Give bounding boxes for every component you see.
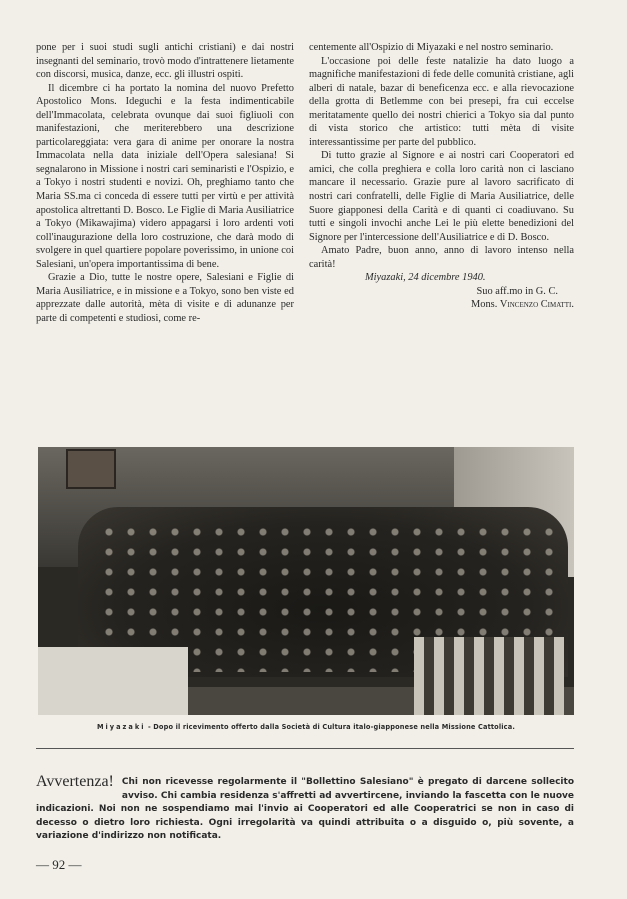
photo-chairs [414,637,564,715]
paragraph: centemente all'Ospizio di Miyazaki e nel nostro seminario. [309,42,554,53]
photo-table [38,647,188,715]
right-text-column [309,41,574,312]
paragraph: L'occasione poi delle feste natalizie ha dato luogo a magnifiche manifestazioni di fede delle comunità cristiane, agli alberi di natale, bazar di beneficenza ecc. e alla rievocazione della grotta di Betlemme con bei presepi, fra cui eccelse meritatamente quello dei nostri chierici a Tokyo sia dal punto di vista storico che artistico: tutti mèta di visite interessantissime per parte del pubblico. [309,55,574,148]
notice-title: Avvertenza! [36,773,114,790]
paragraph: Grazie a Dio, tutte le nostre opere, Salesiani e Figlie di Maria Ausiliatrice, e in missione e a Tokyo, sono ben viste ed apprezzate dalle autorità, mèta di visite e di adunanze per parte di competenti e studiosi, come re- [36,272,294,324]
group-photo [38,447,574,715]
photo-wall-picture [66,449,116,489]
page-number: — 92 — [36,857,82,873]
left-text-column [36,41,294,325]
paragraph: Amato Padre, buon anno, anno di lavoro intenso nella carità! [309,245,574,270]
caption-place: Miyazaki [96,723,146,731]
dateline: Miyazaki, 24 dicembre 1940. [365,272,486,284]
paragraph: Di tutto grazie al Signore e ai nostri cari Cooperatori ed amici, che colla preghiera e colla loro carità non ci lasciano mancare il necessario. Grazie pure al lavoro sacrificato di nostri cari confratelli, delle Figlie di Maria Ausiliatrice, delle Suore giapponesi della Carità e di quanti ci coadiuvano. Su tutti e singoli invochi anche Lei le più elette benedizioni del Signore per l'intercessione dell'Ausiliatrice e di D. Bosco. [309,150,574,243]
signer-name: Vincenzo Cimatti. [499,299,574,311]
divider [36,748,574,749]
caption-text: - Dopo il ricevimento offerto dalla Società di Cultura italo-giapponese nella Missione Cattolica. [145,723,515,731]
photo-caption [38,723,574,731]
signoff: Suo aff.mo in G. C. [476,285,558,297]
paragraph: pone per i suoi studi sugli antichi cristiani) e dai nostri insegnanti del seminario, trovò modo d'intrattenere lietamente con discorsi, musica, danze, ecc. gli illustri ospiti. [36,42,294,81]
signer-title: Mons. [471,299,498,311]
paragraph: Il dicembre ci ha portato la nomina del nuovo Prefetto Apostolico Mons. Ideguchi e la festa indimenticabile dell'Immacolata, celebrata ovunque dai suoi figliuoli con manifestazioni, che meriterebbero una descrizione particolareggiata: vera gara di anime per onorare la nostra Immacolata nella data iniziale dell'Opera salesiana! Si segnalarono in Missione i nostri cari seminaristi e l'Ospizio, e a Tokyo i nostri studenti e novizi. Oh, preghiamo tanto che Maria SS.ma ci conceda di essere tutti per virtù e per attività apostolica altrettanti D. Bosco. Le Figlie di Maria Ausiliatrice a Tokyo (Mikawajima) videro appagarsi i loro ardenti voti coll'inaugurazione della loro costruzione, che darà modo di svolgere in quel quartiere popolare poverissimo, in unione coi Salesiani, un'opera importantissima di bene. [36,82,294,270]
notice-body: Chi non ricevesse regolarmente il "Bollettino Salesiano" è pregato di darcene sollecito avviso. Chi cambia residenza s'affretti ad avvertircene, inviando la fascetta con le nuove indicazioni. Noi non ne sospendiamo mai l'invio ai Cooperatori ed alle Cooperatrici se non in caso di decesso o dietro loro richiesta. Ogni irregolarità va quindi attribuita o a disguido o, più sovente, a variazione d'indirizzo non notificata. [36,777,574,842]
signer [309,298,574,312]
notice-box [36,773,574,844]
